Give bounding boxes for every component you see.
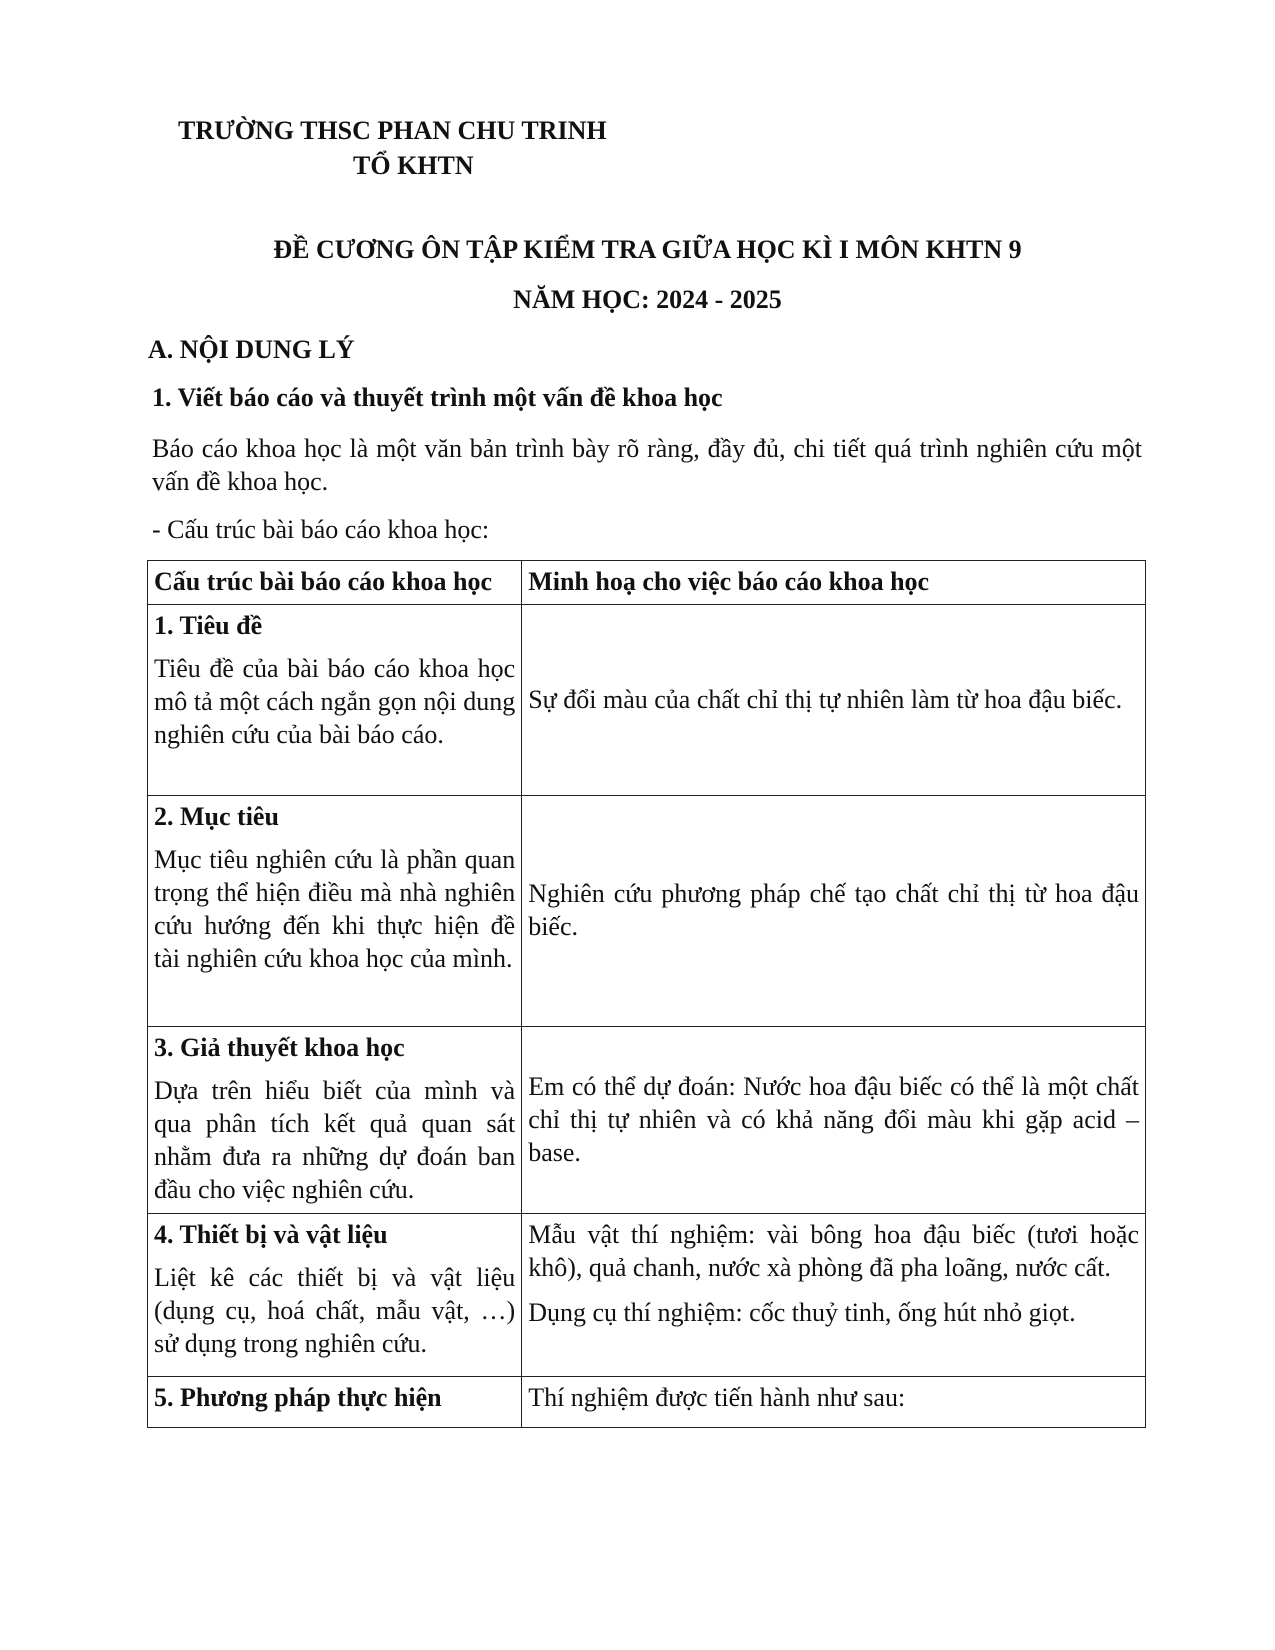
row-description: Dựa trên hiểu biết của mình và qua phân tích kết quả quan sát nhằm đưa ra những dự đoán ban đầu cho việc nghiên cứu. — [154, 1076, 516, 1204]
school-name: TRƯỜNG THSC PHAN CHU TRINH — [178, 116, 607, 145]
table-row — [148, 1214, 1146, 1377]
row-structure-cell — [148, 1214, 522, 1377]
structure-label: - Cấu trúc bài báo cáo khoa học: — [152, 515, 490, 544]
row-example-cell: Sự đổi màu của chất chỉ thị tự nhiên làm từ hoa đậu biếc. — [522, 605, 1146, 796]
intro-paragraph: Báo cáo khoa học là một văn bản trình bày rõ ràng, đầy đủ, chi tiết quá trình nghiên cứu một vấn đề khoa học. — [152, 434, 1142, 496]
table-row — [148, 796, 1146, 1027]
row-structure-cell — [148, 605, 522, 796]
row-example-cell: Em có thể dự đoán: Nước hoa đậu biếc có thể là một chất chỉ thị tự nhiên và có khả năng đổi màu khi gặp acid – base. — [522, 1027, 1146, 1214]
row-title: 1. Tiêu đề — [154, 611, 263, 640]
table-row — [148, 605, 1146, 796]
school-year: NĂM HỌC: 2024 - 2025 — [513, 285, 782, 314]
department-name: TỔ KHTN — [353, 151, 474, 180]
table-header-row — [148, 561, 1146, 605]
row-example-cell — [522, 1214, 1146, 1377]
document-title: ĐỀ CƯƠNG ÔN TẬP KIỂM TRA GIỮA HỌC KÌ I MÔN KHTN 9 — [273, 235, 1022, 264]
section-heading: A. NỘI DUNG LÝ — [148, 335, 355, 364]
table-row — [148, 1027, 1146, 1214]
row-description: Tiêu đề của bài báo cáo khoa học mô tả một cách ngắn gọn nội dung nghiên cứu của bài báo cáo. — [154, 654, 516, 749]
table-header-left: Cấu trúc bài báo cáo khoa học — [148, 561, 522, 605]
row-structure-cell — [148, 1027, 522, 1214]
table-row — [148, 1377, 1146, 1428]
table-header-right: Minh hoạ cho việc báo cáo khoa học — [522, 561, 1146, 605]
report-structure-table — [147, 560, 1146, 1428]
subsection-heading: 1. Viết báo cáo và thuyết trình một vấn đề khoa học — [152, 383, 723, 412]
row-structure-cell — [148, 1377, 522, 1428]
row-structure-cell — [148, 796, 522, 1027]
row-title: 2. Mục tiêu — [154, 802, 279, 831]
row-title: 4. Thiết bị và vật liệu — [154, 1220, 388, 1249]
row-description: Mục tiêu nghiên cứu là phần quan trọng thể hiện điều mà nhà nghiên cứu hướng đến khi thực hiện đề tài nghiên cứu khoa học của mình. — [154, 845, 516, 973]
row-example-cell: Thí nghiệm được tiến hành như sau: — [522, 1377, 1146, 1428]
row-title: 3. Giả thuyết khoa học — [154, 1033, 405, 1062]
row-example-cell: Nghiên cứu phương pháp chế tạo chất chỉ thị từ hoa đậu biếc. — [522, 796, 1146, 1027]
row-title: 5. Phương pháp thực hiện — [154, 1383, 442, 1412]
row-example-text: Mẫu vật thí nghiệm: vài bông hoa đậu biếc (tươi hoặc khô), quả chanh, nước xà phòng đã pha loãng, nước cất. — [528, 1220, 1139, 1282]
row-description: Liệt kê các thiết bị và vật liệu (dụng cụ, hoá chất, mẫu vật, …) sử dụng trong nghiên cứu. — [154, 1263, 516, 1358]
row-example-text: Dụng cụ thí nghiệm: cốc thuỷ tinh, ống hút nhỏ giọt. — [528, 1298, 1076, 1327]
